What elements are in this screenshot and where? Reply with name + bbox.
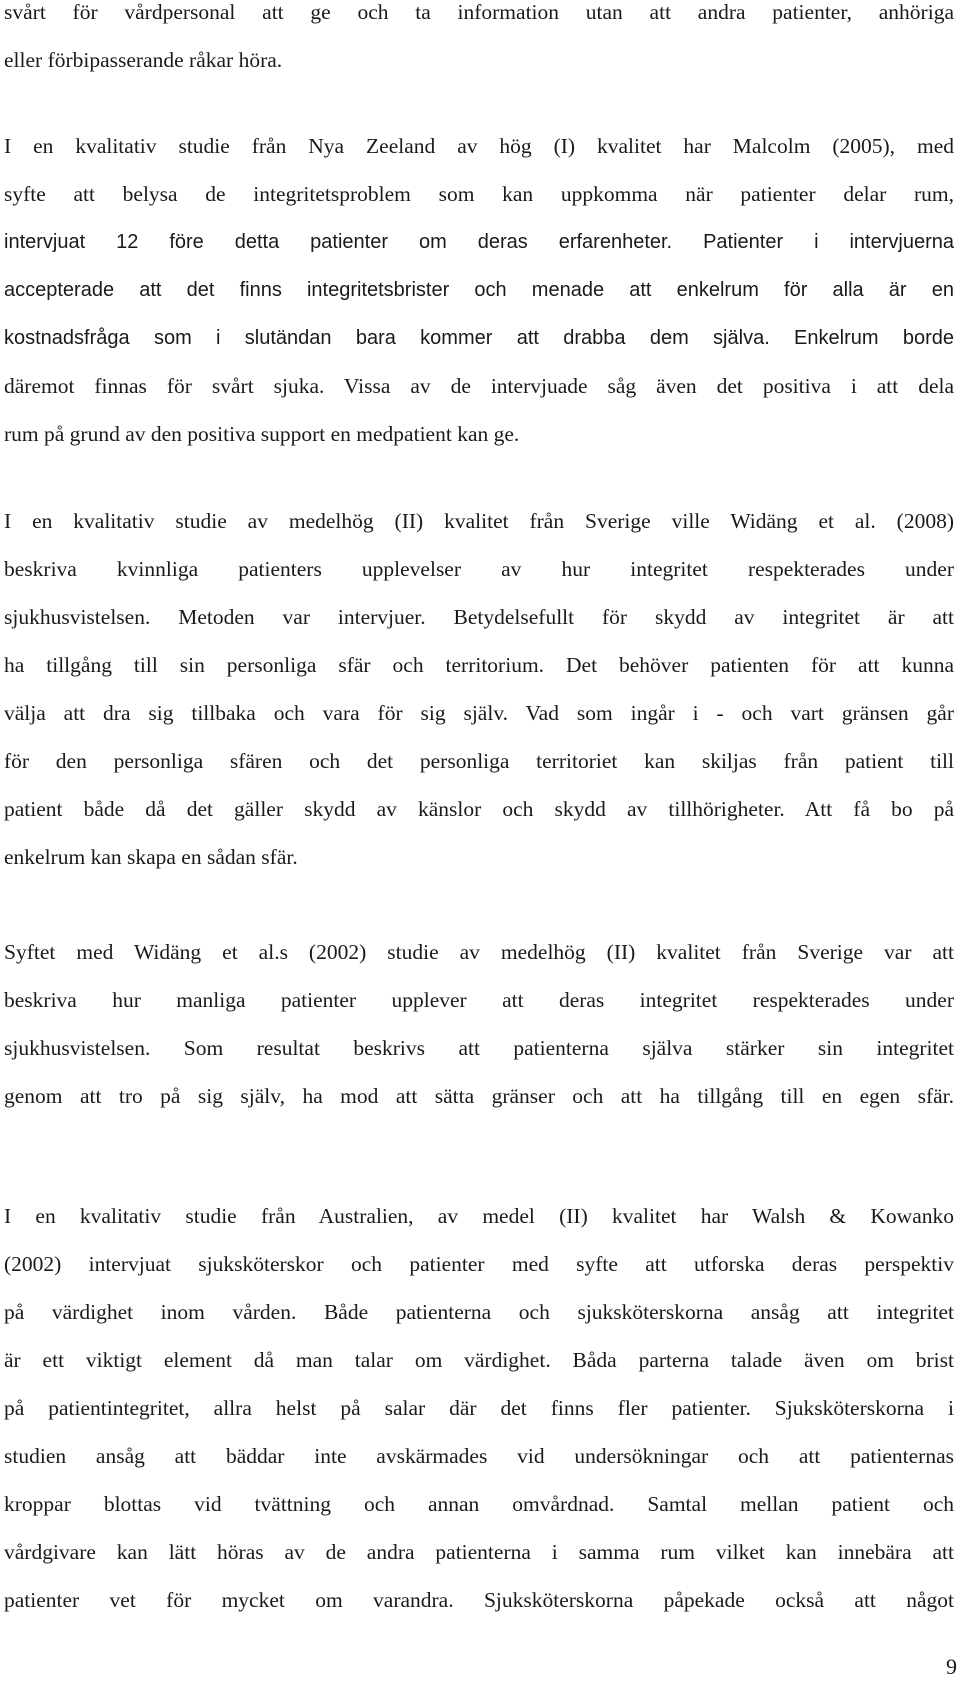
text-line: patienter vet för mycket om varandra. Sjuksköterskorna påpekade också att något: [4, 1588, 954, 1612]
text-line: vårdgivare kan lätt höras av de andra patienterna i samma rum vilket kan innebära att: [4, 1540, 954, 1564]
text-line: studien ansåg att bäddar inte avskärmades vid undersökningar och att patienternas: [4, 1444, 954, 1468]
paragraph-walsh-kowanko: [4, 1192, 954, 1624]
text-line: accepterade att det finns integritetsbrister och menade att enkelrum för alla är en: [4, 279, 954, 301]
paragraph-malcolm: [4, 122, 954, 458]
text-line: syfte att belysa de integritetsproblem som kan uppkomma när patienter delar rum,: [4, 182, 954, 206]
text-line: (2002) intervjuat sjuksköterskor och patienter med syfte att utforska deras perspektiv: [4, 1252, 954, 1276]
text-line: rum på grund av den positiva support en medpatient kan ge.: [4, 422, 520, 446]
text-line: är ett viktigt element då man talar om värdighet. Båda parterna talade även om brist: [4, 1348, 954, 1372]
text-line: intervjuat 12 före detta patienter om deras erfarenheter. Patienter i intervjuerna: [4, 231, 954, 253]
text-line: enkelrum kan skapa en sådan sfär.: [4, 845, 298, 869]
paragraph-widang-2008: [4, 497, 954, 881]
text-line: genom att tro på sig själv, ha mod att sätta gränser och att ha tillgång till en egen sfär.: [4, 1084, 954, 1108]
text-line: ha tillgång till sin personliga sfär och territorium. Det behöver patienten för att kunna: [4, 653, 954, 677]
text-line: beskriva hur manliga patienter upplever att deras integritet respekterades under: [4, 988, 954, 1012]
text-line: svårt för vårdpersonal att ge och ta information utan att andra patienter, anhöriga: [4, 0, 954, 24]
text-line: sjukhusvistelsen. Som resultat beskrivs att patienterna själva stärker sin integritet: [4, 1036, 954, 1060]
text-line: kostnadsfråga som i slutändan bara kommer att drabba dem själva. Enkelrum borde: [4, 327, 954, 349]
paragraph-continuation: [4, 0, 954, 84]
text-line: däremot finnas för svårt sjuka. Vissa av de intervjuade såg även det positiva i att dela: [4, 374, 954, 398]
text-line: I en kvalitativ studie av medelhög (II) kvalitet från Sverige ville Widäng et al. (2008): [4, 509, 954, 533]
text-line: på värdighet inom vården. Både patienterna och sjuksköterskorna ansåg att integritet: [4, 1300, 954, 1324]
text-line: patient både då det gäller skydd av känslor och skydd av tillhörigheter. Att få bo på: [4, 797, 954, 821]
text-line: Syftet med Widäng et al.s (2002) studie av medelhög (II) kvalitet från Sverige var att: [4, 940, 954, 964]
text-line: för den personliga sfären och det personliga territoriet kan skiljas från patient till: [4, 749, 954, 773]
text-line: kroppar blottas vid tvättning och annan omvårdnad. Samtal mellan patient och: [4, 1492, 954, 1516]
paragraph-widang-2002: [4, 928, 954, 1120]
text-line: eller förbipasserande råkar höra.: [4, 48, 283, 72]
text-line: på patientintegritet, allra helst på salar där det finns fler patienter. Sjuksköterskorna i: [4, 1396, 954, 1420]
page-number: 9: [946, 1654, 957, 1679]
text-line: välja att dra sig tillbaka och vara för sig själv. Vad som ingår i - och vart gränsen går: [4, 701, 954, 725]
text-line: I en kvalitativ studie från Nya Zeeland av hög (I) kvalitet har Malcolm (2005), med: [4, 134, 954, 158]
text-line: sjukhusvistelsen. Metoden var intervjuer. Betydelsefullt för skydd av integritet är att: [4, 605, 954, 629]
text-line: beskriva kvinnliga patienters upplevelser av hur integritet respekterades under: [4, 557, 954, 581]
text-line: I en kvalitativ studie från Australien, av medel (II) kvalitet har Walsh & Kowanko: [4, 1204, 954, 1228]
